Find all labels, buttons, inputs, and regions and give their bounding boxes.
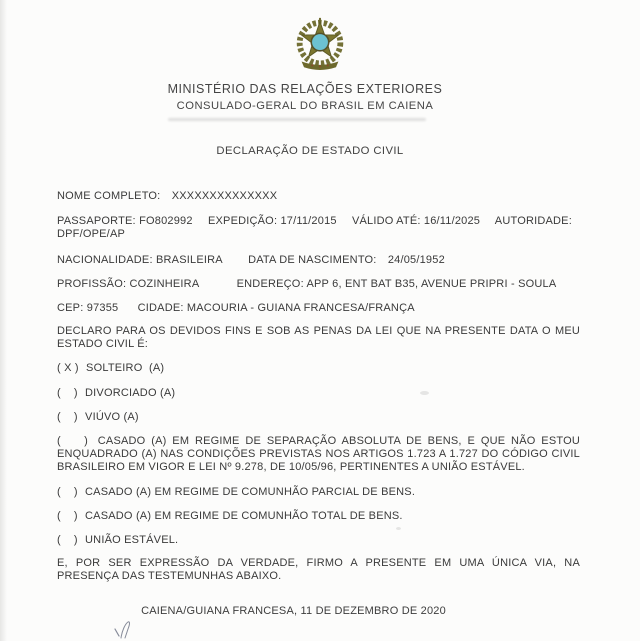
profession-value: COZINHEIRA [129, 278, 200, 290]
passport-label: PASSAPORTE: [57, 215, 136, 227]
postal-code-value: 97355 [86, 302, 119, 314]
document-title: DECLARAÇÃO DE ESTADO CIVIL [216, 145, 404, 157]
civil-status-option-viuvo [57, 411, 580, 424]
option-label-divorciado: DIVORCIADO (A) [85, 387, 176, 399]
field-line-profissao [57, 278, 580, 291]
field-line-cep-cidade [57, 302, 580, 315]
issue-date-value: 17/11/2015 [280, 215, 337, 227]
option-label-comunhao-total: CASADO (A) EM REGIME DE COMUNHÃO TOTAL DE BENS. [85, 510, 403, 522]
option-label-viuvo: VIÚVO (A) [85, 411, 139, 423]
issue-date-label: EXPEDIÇÃO: [207, 215, 278, 227]
place-date-line: CAIENA/GUIANA FRANCESA, 11 DE DEZEMBRO DE 2020 [141, 605, 446, 617]
field-line-passaporte [57, 215, 580, 228]
checkbox-separacao-absoluta: ( ) [57, 435, 88, 447]
brazil-coat-of-arms-icon [289, 17, 351, 78]
city-value: MACOURIA - GUIANA FRANCESA/FRANÇA [186, 302, 415, 314]
civil-status-option-separacao-absoluta [57, 435, 580, 473]
full-name-value: XXXXXXXXXXXXXX [171, 190, 278, 202]
authority-value: DPF/OPE/AP [57, 228, 126, 240]
scan-smudge-artifact [168, 118, 426, 121]
full-name-label: NOME COMPLETO: [57, 190, 161, 202]
civil-status-option-uniao-estavel [57, 534, 580, 547]
checkbox-viuvo: ( ) [57, 411, 78, 423]
checkbox-comunhao-parcial: ( ) [57, 486, 78, 498]
valid-until-value: 16/11/2025 [423, 215, 481, 227]
signature-stroke [112, 620, 142, 641]
city-label: CIDADE: [137, 302, 184, 314]
birth-date-value: 24/05/1952 [387, 254, 445, 266]
address-label: ENDEREÇO: [236, 278, 304, 290]
scan-edge-shadow [0, 0, 7, 641]
birth-date-label: DATA DE NASCIMENTO: [248, 254, 377, 266]
checkbox-divorciado: ( ) [57, 387, 78, 399]
closing-paragraph: E, POR SER EXPRESSÃO DA VERDADE, FIRMO A PRESENTE EM UMA ÚNICA VIA, NA PRESENÇA DAS TESTEMUNHAS ABAIXO. [57, 557, 580, 582]
scan-speck [420, 391, 429, 395]
valid-until-label: VÁLIDO ATÉ: [351, 215, 421, 227]
checkbox-comunhao-total: ( ) [57, 510, 78, 522]
authority-label: AUTORIDADE: [494, 215, 572, 227]
profession-label: PROFISSÃO: [57, 278, 127, 290]
field-line-autoridade-value [57, 228, 580, 241]
field-line-nome [57, 190, 580, 203]
nationality-label: NACIONALIDADE: [57, 254, 153, 266]
declaration-intro: DECLARO PARA OS DEVIDOS FINS E SOB AS PENAS DA LEI QUE NA PRESENTE DATA O MEU ESTADO CIVIL É: [57, 325, 580, 350]
option-label-comunhao-parcial: CASADO (A) EM REGIME DE COMUNHÃO PARCIAL DE BENS. [85, 486, 416, 498]
passport-number-value: FO802992 [139, 215, 193, 227]
nationality-value: BRASILEIRA [155, 254, 223, 266]
address-value: APP 6, ENT BAT B35, AVENUE PRIPRI - SOULA [306, 278, 557, 290]
ministry-name: MINISTÉRIO DAS RELAÇÕES EXTERIORES [167, 82, 443, 96]
option-label-separacao-absoluta: CASADO (A) EM REGIME DE SEPARAÇÃO ABSOLUTA DE BENS, E QUE NÃO ESTOU ENQUADRADO (A) NAS CONDIÇÕES PREVISTAS NOS ARTIGOS 1.723 A 1.727 DO CÓDIGO CIVIL BRASILEIRO EM VIGOR E LEI Nº 9.278, DE 10/05/96, PERTINENTES A UNIÃO ESTÁVEL. [57, 435, 580, 473]
option-label-uniao-estavel: UNIÃO ESTÁVEL. [85, 534, 179, 546]
consulate-name: CONSULADO-GERAL DO BRASIL EM CAIENA [176, 100, 434, 112]
checkbox-solteiro: ( X ) [57, 362, 79, 374]
field-line-nacionalidade [57, 254, 580, 267]
scan-speck [396, 527, 401, 530]
option-label-solteiro: SOLTEIRO (A) [86, 362, 165, 374]
civil-status-option-divorciado [57, 387, 580, 400]
postal-code-label: CEP: [57, 302, 84, 314]
civil-status-option-solteiro [57, 362, 580, 375]
checkbox-uniao-estavel: ( ) [57, 534, 78, 546]
civil-status-option-comunhao-total [57, 510, 580, 523]
civil-status-option-comunhao-parcial [57, 486, 580, 499]
